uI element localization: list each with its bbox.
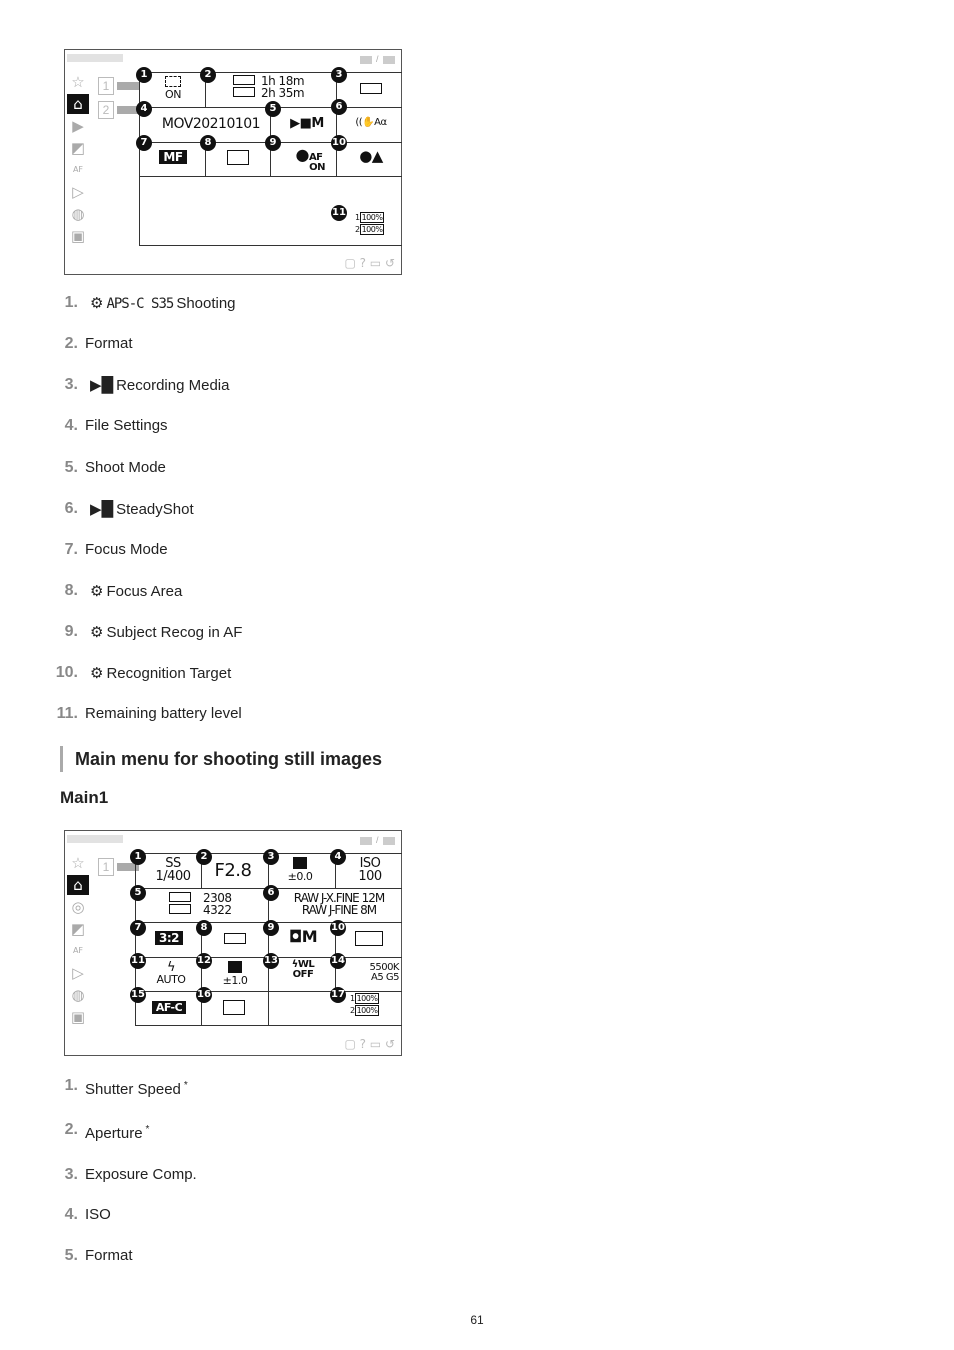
title-bar [67,54,123,62]
list-item: 9. ⚙ Subject Recog in AF [64,623,243,641]
exposure-icon[interactable]: ◩ [70,920,86,938]
callout-11: 11 [130,953,146,969]
list-item: 11. Remaining battery level [56,705,242,722]
list-item: 10. ⚙ Recognition Target [55,664,232,682]
callout-6: 6 [263,885,279,901]
list-item: 3. ▶█ Recording Media [64,376,230,394]
shooting-on-label: ON [165,88,181,101]
focus-area-icon [223,1000,245,1015]
card2-icon [169,904,191,914]
help-return-icons: ▢ ? ▭ ↺ [344,1037,395,1051]
page-tab-1[interactable]: 1 [98,77,114,95]
camera-video-icon: ⚙ [90,623,104,641]
exposure-icon[interactable]: ◩ [70,139,86,157]
card1-icon [233,75,255,85]
page-bar [117,82,139,90]
callout-12: 12 [196,953,212,969]
format-value[interactable] [233,75,323,99]
help-return-icons: ▢ ? ▭ ↺ [344,256,395,270]
callout-3: 3 [263,849,279,865]
page-tab-2[interactable]: 2 [98,101,114,119]
star-icon[interactable]: ☆ [71,73,85,91]
movie-icon: ▶█ [90,500,114,518]
wireless-flash-value[interactable]: ϟWL OFF [291,959,315,980]
page-tab-1[interactable]: 1 [98,858,114,876]
title-bar [67,835,123,843]
list-item: 5. Shoot Mode [64,459,166,476]
focus-mode-value[interactable]: AF-C [147,1001,191,1014]
aps-c-label: APS-C S35 [106,296,174,312]
camera-video-icon: ⚙ [90,582,104,600]
callout-6: 6 [331,99,347,115]
list-item: 1. Shutter Speed * [64,1077,188,1098]
callout-1: 1 [136,67,152,83]
callout-7: 7 [136,135,152,151]
toolbox-icon[interactable]: ▣ [70,227,86,245]
list-item: 3. Exposure Comp. [64,1166,197,1183]
media-card-icon [360,83,382,94]
recording-media-value[interactable] [358,83,384,94]
card2-icon [233,87,255,97]
callout-8: 8 [196,920,212,936]
steadyshot-value[interactable]: ((✋Aα [355,117,387,128]
iso-value[interactable]: ISO 100 [358,856,382,884]
battery-value: 1 100% 2 100% [350,994,378,1015]
shoot-mode-value[interactable]: ◘M [288,927,318,946]
focus-area-icon [227,150,249,165]
page-indicator-icon: / [360,54,395,64]
callout-8: 8 [200,135,216,151]
star-icon[interactable]: ☆ [71,854,85,872]
list-item: 2. Aperture * [64,1121,150,1142]
callout-1: 1 [130,849,146,865]
page-indicator-icon: / [360,835,395,845]
callout-13: 13 [263,953,279,969]
list-item: 1. ⚙ APS-C S35 Shooting [64,294,236,312]
flash-comp-icon [228,961,242,973]
camera-icon[interactable]: ◎ [71,898,85,916]
callout-5: 5 [130,885,146,901]
network-icon[interactable]: ◍ [71,986,85,1004]
callout-15: 15 [130,987,146,1003]
battery-value: 1 100% 2 100% [355,213,383,234]
callout-2: 2 [200,67,216,83]
shooting-value[interactable] [161,76,185,100]
drive-mode-icon [355,931,383,946]
focus-mode-value[interactable]: MF [155,150,191,164]
frame-icon [165,76,181,87]
callout-5: 5 [265,101,281,117]
exposure-icon [293,857,307,869]
list-item: 4. File Settings [64,417,168,434]
callout-16: 16 [196,987,212,1003]
callout-17: 17 [330,987,346,1003]
callout-7: 7 [130,920,146,936]
home-icon[interactable]: ⌂ [67,94,89,114]
flash-icon: ϟ [166,960,176,975]
shutter-speed-value[interactable]: SS 1/400 [155,856,191,884]
list-item: 7. Focus Mode [64,541,168,558]
recording-media-value[interactable] [221,933,249,944]
card2-time: 2h 35m [261,86,305,100]
camera-video-icon: ⚙ [90,294,104,312]
file-settings-value[interactable]: MOV20210101 [161,116,261,132]
list-item: 8. ⚙ Focus Area [64,582,183,600]
format-value[interactable]: 2308 4322 [169,892,265,916]
white-balance-value[interactable]: 5500K A5 G5 [369,962,399,983]
callout-14: 14 [330,953,346,969]
movie-icon: ▶█ [90,376,114,394]
list-item: 6. ▶█ SteadyShot [64,500,194,518]
list-item: 4. ISO [64,1206,111,1223]
still-menu-screen [64,830,402,1056]
callout-9: 9 [265,135,281,151]
subject-recog-value[interactable]: ●AF ON [295,145,325,173]
callout-4: 4 [136,101,152,117]
movie-icon[interactable]: ▶ [72,117,84,135]
playback-icon[interactable]: ▷ [72,183,84,201]
flash-mode-value[interactable]: ϟ AUTO [151,961,191,985]
page-number: 61 [470,1313,484,1327]
movie-menu-screen [64,49,402,275]
menu-sidebar [65,72,93,248]
aperture-value[interactable]: F2.8 [214,860,252,881]
home-icon[interactable]: ⌂ [67,875,89,895]
list-item: 5. Format [64,1247,133,1264]
flash-comp-value[interactable]: ±1.0 [215,961,255,986]
callout-2: 2 [196,849,212,865]
card1-icon [169,892,191,902]
section-title: Main menu for shooting still images [60,746,382,772]
focus-area-value[interactable] [225,150,251,165]
menu-sidebar [65,853,93,1029]
exposure-comp-value[interactable]: ±0.0 [281,857,319,882]
callout-11: 11 [331,205,347,221]
af-mf-icon[interactable]: AF [72,165,84,174]
list-item: 2. Format [64,335,133,352]
file-format-value[interactable]: RAW J-X.FINE 12M RAW J-FINE 8M [293,891,385,917]
drive-mode-value[interactable] [353,931,385,946]
focus-area-value[interactable] [221,1000,247,1015]
callout-9: 9 [263,920,279,936]
shoot-mode-value[interactable]: ▶■M [290,116,324,131]
camera-video-icon: ⚙ [90,664,104,682]
aspect-ratio-value[interactable]: 3:2 [149,931,189,945]
network-icon[interactable]: ◍ [71,205,85,223]
card1-time: 1h 18m [261,74,305,88]
callout-10: 10 [331,135,347,151]
recognition-target-value[interactable]: ●▲ [359,147,383,165]
subsection-title: Main1 [60,788,109,807]
playback-icon[interactable]: ▷ [72,964,84,982]
toolbox-icon[interactable]: ▣ [70,1008,86,1026]
media-card-icon [224,933,246,944]
callout-4: 4 [330,849,346,865]
callout-3: 3 [331,67,347,83]
person-icon: ● [295,145,309,164]
af-mf-icon[interactable]: AF [72,946,84,955]
callout-10: 10 [330,920,346,936]
